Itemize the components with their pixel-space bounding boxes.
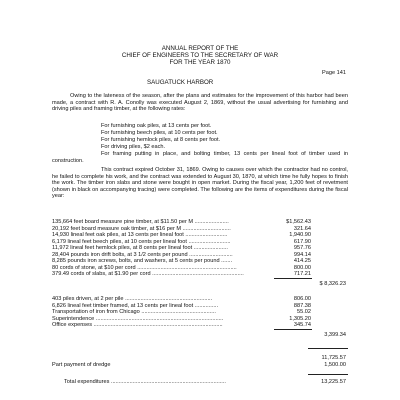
expenditure-item: 20,192 feet board measure oak timber, at $16 per M ............................... [52, 225, 231, 232]
report-title-line-3: FOR THE YEAR 1870 [169, 59, 231, 66]
report-title-line-1: ANNUAL REPORT OF THE [161, 45, 239, 52]
expenditure-amount: 957.76 [293, 245, 311, 251]
expenditure-amount: 321.64 [293, 225, 311, 232]
expenditure-item: 28,404 pounds iron drift bolts, at 3 1/2 cents per pound ............................ [52, 251, 233, 258]
expenditure-item: 8,285 pounds iron screws, bolts, and washers, at 5 cents per pound ....... [52, 258, 233, 264]
expenditure-item: Office expenses ................................................................................... [52, 322, 223, 328]
total-label: Total expenditures .......................................................................... [64, 379, 226, 385]
expenditure-amount: 800.00 [293, 264, 311, 271]
report-title-line-2: CHIEF OF ENGINEERS TO THE SECRETARY OF WAR [121, 52, 279, 59]
expenditure-item: 14,930 lineal feet oak piles, at 13 cents per lineal foot ........................... [52, 232, 228, 238]
expenditure-amount: 617.90 [293, 238, 311, 245]
expenditure-amount: 994.14 [293, 251, 311, 258]
rate-line: For framing putting in place, and bolting timber, 13 cents per lineal foot of timber used in construction. [52, 151, 348, 164]
expenditure-amount: 345.74 [293, 322, 311, 328]
materials-total: $ 8,326.23 [319, 281, 346, 287]
expenditure-amount: 55.02 [297, 309, 311, 315]
rate-line: For driving piles, $2 each. [101, 144, 166, 150]
expenditure-amount: 414.25 [293, 258, 311, 264]
intro-paragraph: Owing to the lateness of the season, after the plans and estimates for the improvement of this harbor had been made, a contract with R. A. Conolly was executed August 2, 1869, without the usual advertising for furnishing and driving piles and framing timber, at the following rates: [52, 93, 348, 113]
sum-rule [274, 329, 312, 330]
rate-line: For furnishing beech piles, at 10 cents per foot. [101, 130, 218, 136]
sum-rule [308, 374, 348, 375]
expenditure-item: 80 cords of stone, at $10 per cord ................................................................ [52, 264, 237, 271]
expenditure-item: Superintendence .................................................................................. [52, 315, 224, 322]
expenditure-item: 6,179 lineal feet beech piles, at 10 cents per lineal foot ........................... [52, 238, 231, 245]
dredge-label: Part payment of dredge [52, 362, 111, 368]
rate-line: For furnishing hemlock piles, at 8 cents per foot. [101, 137, 221, 143]
expenditure-item: 403 piles driven, at 2 per pile ........................................................ [52, 296, 213, 302]
sum-rule [308, 348, 348, 349]
section-heading: SAUGATUCK HARBOR [147, 79, 214, 86]
dredge-amount: 1,500.00 [324, 362, 346, 368]
expenditure-amount: 1,305.20 [289, 315, 311, 322]
expenditure-item: 11,972 lineal feet hemlock piles, at 8 cents per lineal foot ...................... [52, 245, 228, 251]
expenditure-item: 379.49 cords of slabs, at $1.90 per cord ........................................................... [52, 271, 244, 277]
sum-rule [274, 278, 312, 279]
rate-line: For furnishing oak piles, at 13 cents per foot. [101, 123, 212, 129]
expenditure-amount: $1,562.43 [286, 219, 311, 225]
expenditure-amount: 1,940.90 [289, 232, 311, 238]
contract-paragraph: This contract expired October 31, 1869. Owing to causes over which the contractor had no control, he failed to complete his work, and the contract was extended to August 30, 1870, at which time he fully hopes to finish the work. The timber iron slabs and stone were bought in open market. During the fiscal year, 1,200 feet of revetment (shown in black on accompanying tracing) were completed. The following are the items of expenditures during the fiscal year: [52, 167, 348, 200]
labor-total: 3,399.34 [324, 332, 346, 338]
subtotal: 11,725.57 [321, 355, 346, 361]
expenditure-amount: 717.21 [293, 271, 311, 277]
total-amount: 13,225.57 [321, 379, 346, 385]
expenditure-amount: 887.38 [293, 302, 311, 309]
page-number: Page 141 [322, 70, 346, 76]
expenditure-item: 6,826 lineal feet timber framed, at 13 cents per lineal foot ............... [52, 302, 219, 309]
expenditure-item: Transportation of iron from Chicago ................................................ [52, 309, 216, 315]
expenditure-amount: 806.00 [293, 296, 311, 302]
expenditure-item: 135,664 feet board measure pine timber, at $11.50 per M ...................... [52, 219, 229, 225]
